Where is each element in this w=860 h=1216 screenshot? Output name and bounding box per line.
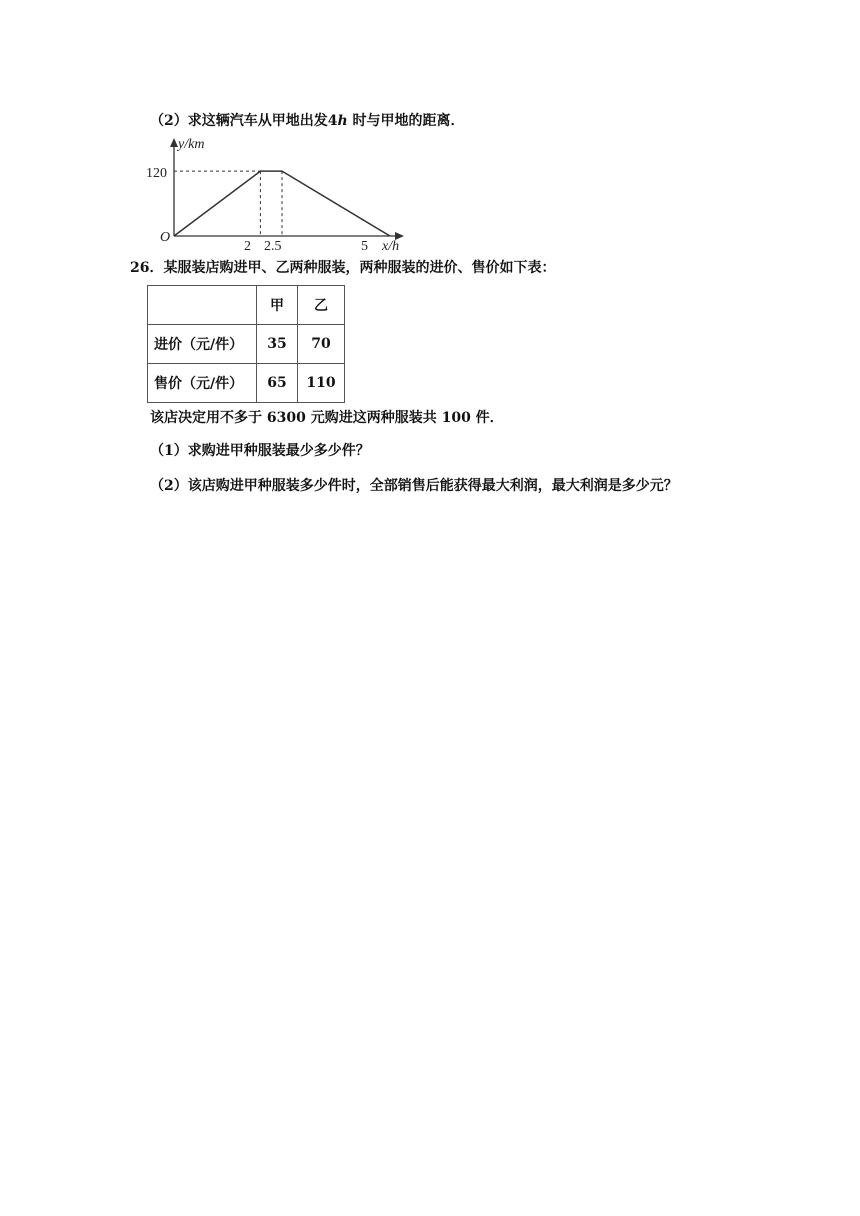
- question-2-suffix: 时与甲地的距离．: [347, 113, 465, 129]
- y-axis-arrow: [170, 138, 178, 147]
- table-row-label: 进价（元/件）: [148, 325, 257, 364]
- x-axis-label: x/h: [382, 239, 400, 254]
- question-2-number: 4: [327, 113, 338, 129]
- question-26-sub1: （1）求购进甲种服装最少多少件？: [150, 443, 370, 459]
- y-axis-label: y/km: [178, 137, 205, 152]
- question-2-unit: h: [337, 113, 348, 129]
- question-2-prefix: （2）求这辆汽车从甲地出发: [150, 113, 328, 129]
- price-table: [147, 285, 345, 403]
- table-cell: 35: [257, 325, 298, 364]
- question-2-prev: [150, 112, 465, 130]
- table-row: [148, 286, 345, 325]
- question-26-stem: 26．某服装店购进甲、乙两种服装，两种服装的进价、售价如下表：: [130, 260, 556, 276]
- origin-label: O: [160, 230, 171, 245]
- table-cell: [148, 286, 257, 325]
- table-row-label: 售价（元/件）: [148, 364, 257, 403]
- x-tick-2-5: 2.5: [264, 239, 282, 254]
- x-tick-2: 2: [244, 239, 251, 254]
- table-header-yi: 乙: [298, 286, 345, 325]
- table-row: [148, 364, 345, 403]
- question-26-condition: 该店决定用不多于 6300 元购进这两种服装共 100 件．: [150, 410, 504, 426]
- distance-time-graph: [146, 134, 412, 254]
- x-tick-5: 5: [361, 239, 368, 254]
- table-row: [148, 325, 345, 364]
- question-26-sub2: （2）该店购进甲种服装多少件时，全部销售后能获得最大利润，最大利润是多少元？: [150, 478, 678, 494]
- y-tick-120: 120: [146, 166, 167, 181]
- table-header-jia: 甲: [257, 286, 298, 325]
- table-cell: 65: [257, 364, 298, 403]
- table-cell: 110: [298, 364, 345, 403]
- table-cell: 70: [298, 325, 345, 364]
